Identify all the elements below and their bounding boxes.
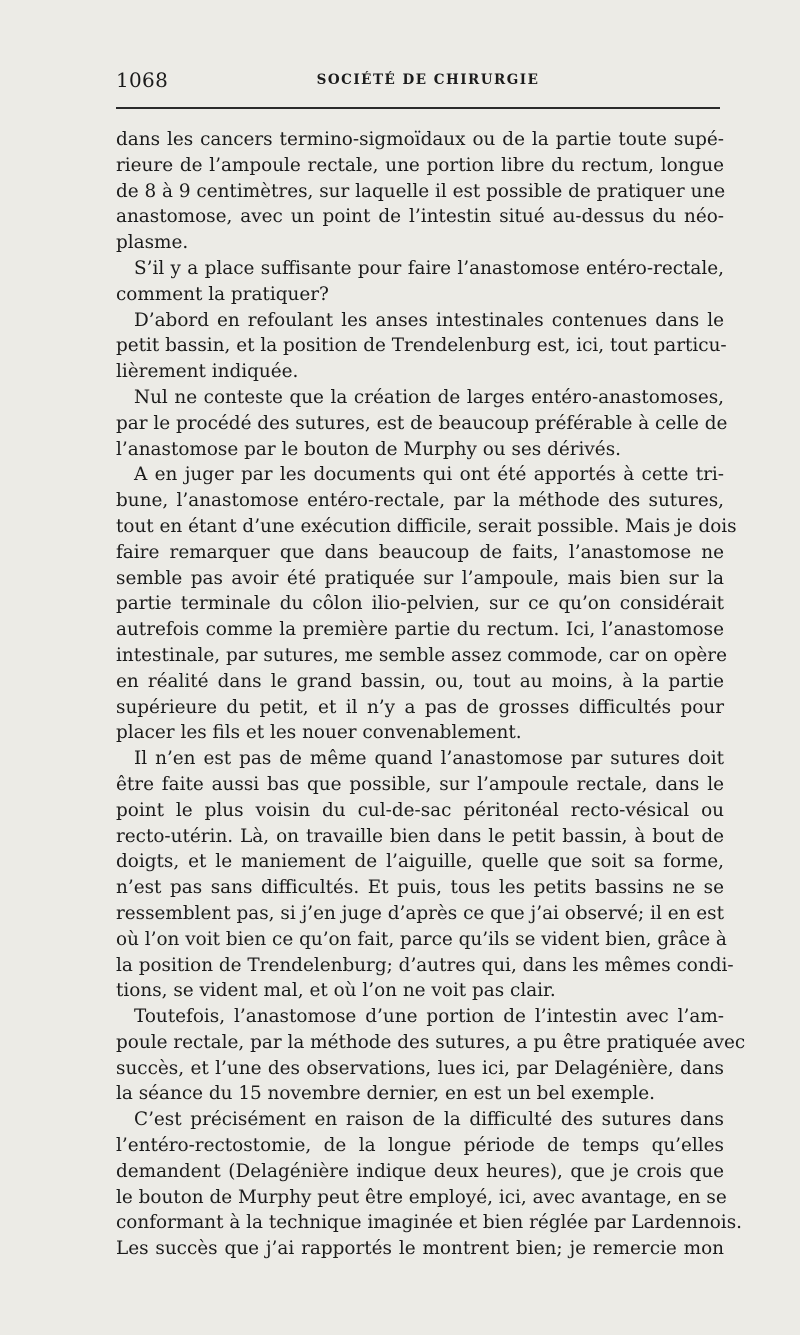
text-line: comment la pratiquer? [116, 283, 329, 305]
text-line: plasme. [116, 232, 189, 254]
text-line: l’entéro-rectostomie, de la longue période de temps qu’elles [116, 1135, 724, 1157]
text-line: autrefois comme la première partie du rectum. Ici, l’anastomose [116, 619, 724, 641]
text-line: faire remarquer que dans beaucoup de faits, l’anastomose ne [116, 541, 724, 563]
text-line: Il n’en est pas de même quand l’anastomose par sutures doit [134, 748, 724, 770]
text-line: lièrement indiquée. [116, 361, 299, 383]
text-line: n’est pas sans difficultés. Et puis, tous les petits bassins ne se [116, 877, 724, 899]
text-line: point le plus voisin du cul-de-sac péritonéal recto-vésical ou [116, 799, 724, 821]
text-line: en réalité dans le grand bassin, ou, tout au moins, à la partie [116, 670, 724, 692]
text-line: conformant à la technique imaginée et bien réglée par Lardennois. [116, 1212, 742, 1234]
running-title: SOCIÉTÉ DE CHIRURGIE [316, 72, 540, 88]
header-rule [116, 107, 720, 109]
page-number: 1068 [116, 68, 169, 92]
text-line: Toutefois, l’anastomose d’une portion de l’intestin avec l’am- [134, 1006, 724, 1028]
text-line: recto-utérin. Là, on travaille bien dans le petit bassin, à bout de [116, 825, 724, 847]
text-line: intestinale, par sutures, me semble assez commode, car on opère [116, 644, 727, 666]
text-line: petit bassin, et la position de Trendelenburg est, ici, tout particu- [116, 335, 727, 357]
text-line: anastomose, avec un point de l’intestin situé au-dessus du néo- [116, 206, 724, 228]
text-line: être faite aussi bas que possible, sur l’ampoule rectale, dans le [116, 773, 724, 795]
text-line: bune, l’anastomose entéro-rectale, par la méthode des sutures, [116, 490, 724, 512]
text-line: le bouton de Murphy peut être employé, ici, avec avantage, en se [116, 1186, 727, 1208]
text-line: C’est précisément en raison de la difficulté des sutures dans [134, 1109, 724, 1131]
text-line: demandent (Delagénière indique deux heures), que je crois que [116, 1160, 724, 1182]
text-line: la séance du 15 novembre dernier, en est un bel exemple. [116, 1083, 656, 1105]
text-line: partie terminale du côlon ilio-pelvien, sur ce qu’on considérait [116, 593, 724, 615]
text-line: Les succès que j’ai rapportés le montrent bien; je remercie mon [116, 1238, 724, 1260]
text-line: dans les cancers termino-sigmoïdaux ou de la partie toute supé- [116, 129, 724, 150]
text-line: la position de Trendelenburg; d’autres qui, dans les mêmes condi- [116, 954, 734, 976]
text-line: supérieure du petit, et il n’y a pas de grosses difficultés pour [116, 696, 724, 718]
text-line: l’anastomose par le bouton de Murphy ou ses dérivés. [116, 438, 621, 460]
text-line: rieure de l’ampoule rectale, une portion libre du rectum, longue [116, 154, 724, 176]
body-text [116, 127, 746, 1262]
text-line: A en juger par les documents qui ont été apportés à cette tri- [134, 464, 724, 486]
text-line: tout en étant d’une exécution difficile, serait possible. Mais je dois [116, 515, 737, 537]
text-line: succès, et l’une des observations, lues ici, par Delagénière, dans [116, 1057, 724, 1079]
text-line: où l’on voit bien ce qu’on fait, parce qu’ils se vident bien, grâce à [116, 928, 727, 950]
text-line: D’abord en refoulant les anses intestinales contenues dans le [134, 309, 724, 331]
page-header [116, 68, 720, 94]
text-line: doigts, et le maniement de l’aiguille, quelle que soit sa forme, [116, 851, 724, 873]
text-line: semble pas avoir été pratiquée sur l’ampoule, mais bien sur la [116, 567, 724, 589]
text-line: poule rectale, par la méthode des sutures, a pu être pratiquée avec [116, 1031, 746, 1053]
text-line: de 8 à 9 centimètres, sur laquelle il est possible de pratiquer une [116, 180, 726, 202]
text-line: placer les fils et les nouer convenablement. [116, 722, 522, 744]
text-line: ressemblent pas, si j’en juge d’après ce que j’ai observé; il en est [116, 902, 724, 924]
text-line: tions, se vident mal, et où l’on ne voit pas clair. [116, 980, 556, 1002]
text-line: par le procédé des sutures, est de beaucoup préférable à celle de [116, 412, 728, 434]
text-line: Nul ne conteste que la création de larges entéro-anastomoses, [134, 386, 724, 408]
text-line: S’il y a place suffisante pour faire l’anastomose entéro-rectale, [134, 257, 724, 279]
